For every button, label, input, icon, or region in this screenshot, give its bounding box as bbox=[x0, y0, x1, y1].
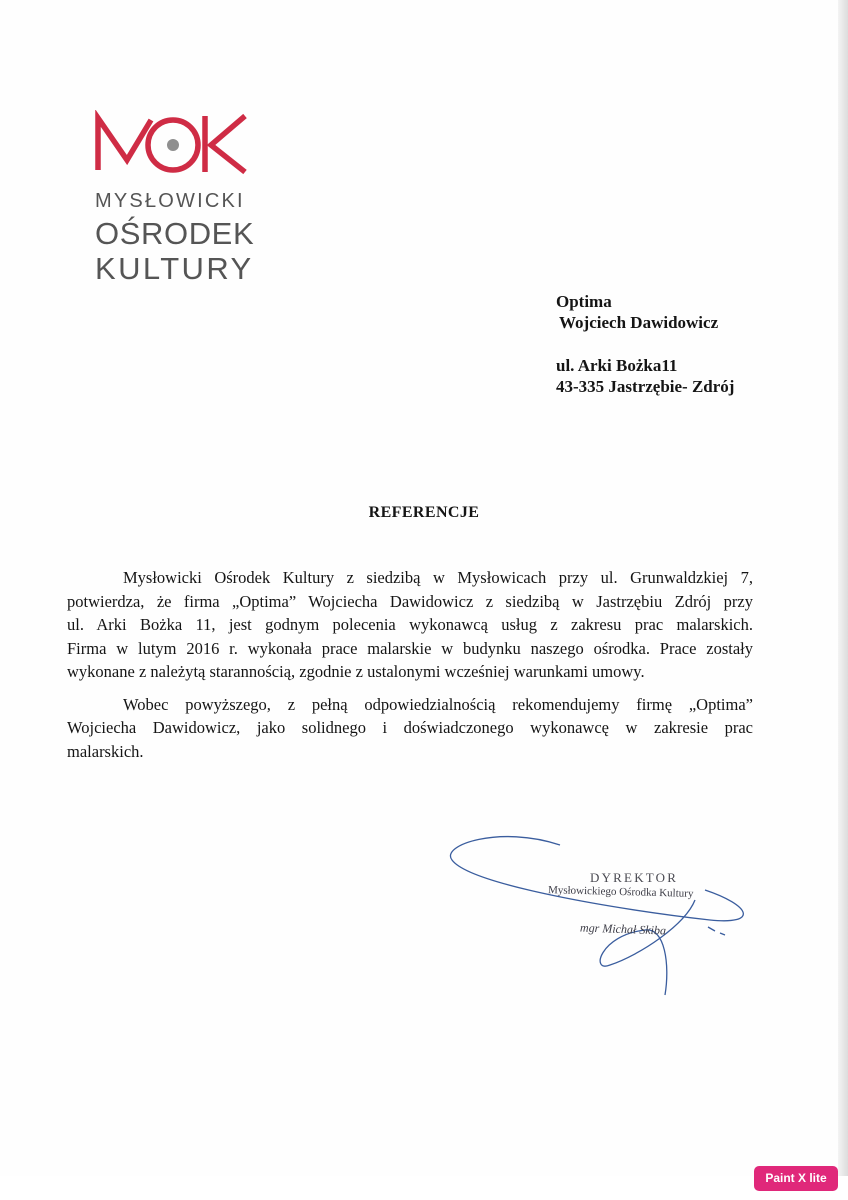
logo-line-osrodek: OŚRODEK bbox=[95, 216, 255, 251]
paragraph-2-line: Wojciecha Dawidowicz, jako solidnego i doświadczonego wykonawcę w zakresie prac bbox=[67, 718, 753, 737]
director-stamp bbox=[440, 815, 760, 1000]
recipient-company: Optima bbox=[556, 292, 612, 311]
scan-bottom-margin bbox=[0, 1176, 848, 1200]
logo-letter-m bbox=[98, 118, 151, 170]
signature-tick bbox=[708, 927, 725, 935]
paragraph-2-line: Wobec powyższego, z pełną odpowiedzialnością rekomendujemy firmę „Optima” bbox=[123, 694, 753, 714]
stamp-signatory: mgr Michał Skiba bbox=[579, 920, 667, 938]
logo-letter-k-arms bbox=[211, 116, 245, 172]
recipient-street: ul. Arki Bożka11 bbox=[556, 356, 678, 375]
document-title: REFERENCJE bbox=[368, 504, 480, 521]
paragraph-1 bbox=[67, 566, 753, 684]
paint-x-lite-badge: Paint X lite bbox=[754, 1166, 838, 1191]
logo-eye-pupil bbox=[167, 139, 179, 151]
stamp-organization: Mysłowickiego Ośrodka Kultury bbox=[547, 884, 694, 900]
mok-logo-mark bbox=[93, 110, 253, 180]
stamp-title: DYREKTOR bbox=[590, 870, 679, 885]
paragraph-1-line: ul. Arki Bożka 11, jest godnym polecenia wykonawcą usług z zakresu prac malarskich. bbox=[67, 615, 753, 634]
paragraph-2-line: malarskich. bbox=[67, 741, 144, 761]
recipient-address bbox=[556, 291, 734, 397]
paragraph-1-line: Mysłowicki Ośrodek Kultury z siedzibą w Mysłowicach przy ul. Grunwaldzkiej 7, bbox=[123, 568, 753, 587]
paragraph-1-line: wykonane z należytą starannością, zgodnie z ustalonymi wcześniej warunkami umowy. bbox=[67, 662, 645, 681]
logo-line-myslowicki: MYSŁOWICKI bbox=[95, 190, 245, 212]
signature-scribble bbox=[440, 815, 760, 1000]
mok-logo bbox=[93, 110, 255, 286]
paragraph-1-line: potwierdza, że firma „Optima” Wojciecha Dawidowicz z siedzibą w Jastrzębiu Zdrój przy bbox=[67, 591, 753, 611]
logo-line-kultury: KULTURY bbox=[95, 251, 254, 286]
signature-tail bbox=[600, 900, 695, 995]
paragraph-1-line: Firma w lutym 2016 r. wykonała prace malarskie w budynku naszego ośrodka. Prace zostały bbox=[67, 638, 753, 658]
scan-edge bbox=[838, 0, 848, 1176]
paragraph-2 bbox=[67, 693, 753, 764]
recipient-city: 43-335 Jastrzębie- Zdrój bbox=[556, 377, 735, 396]
recipient-person: Wojciech Dawidowicz bbox=[559, 313, 719, 332]
document-body bbox=[67, 566, 753, 772]
